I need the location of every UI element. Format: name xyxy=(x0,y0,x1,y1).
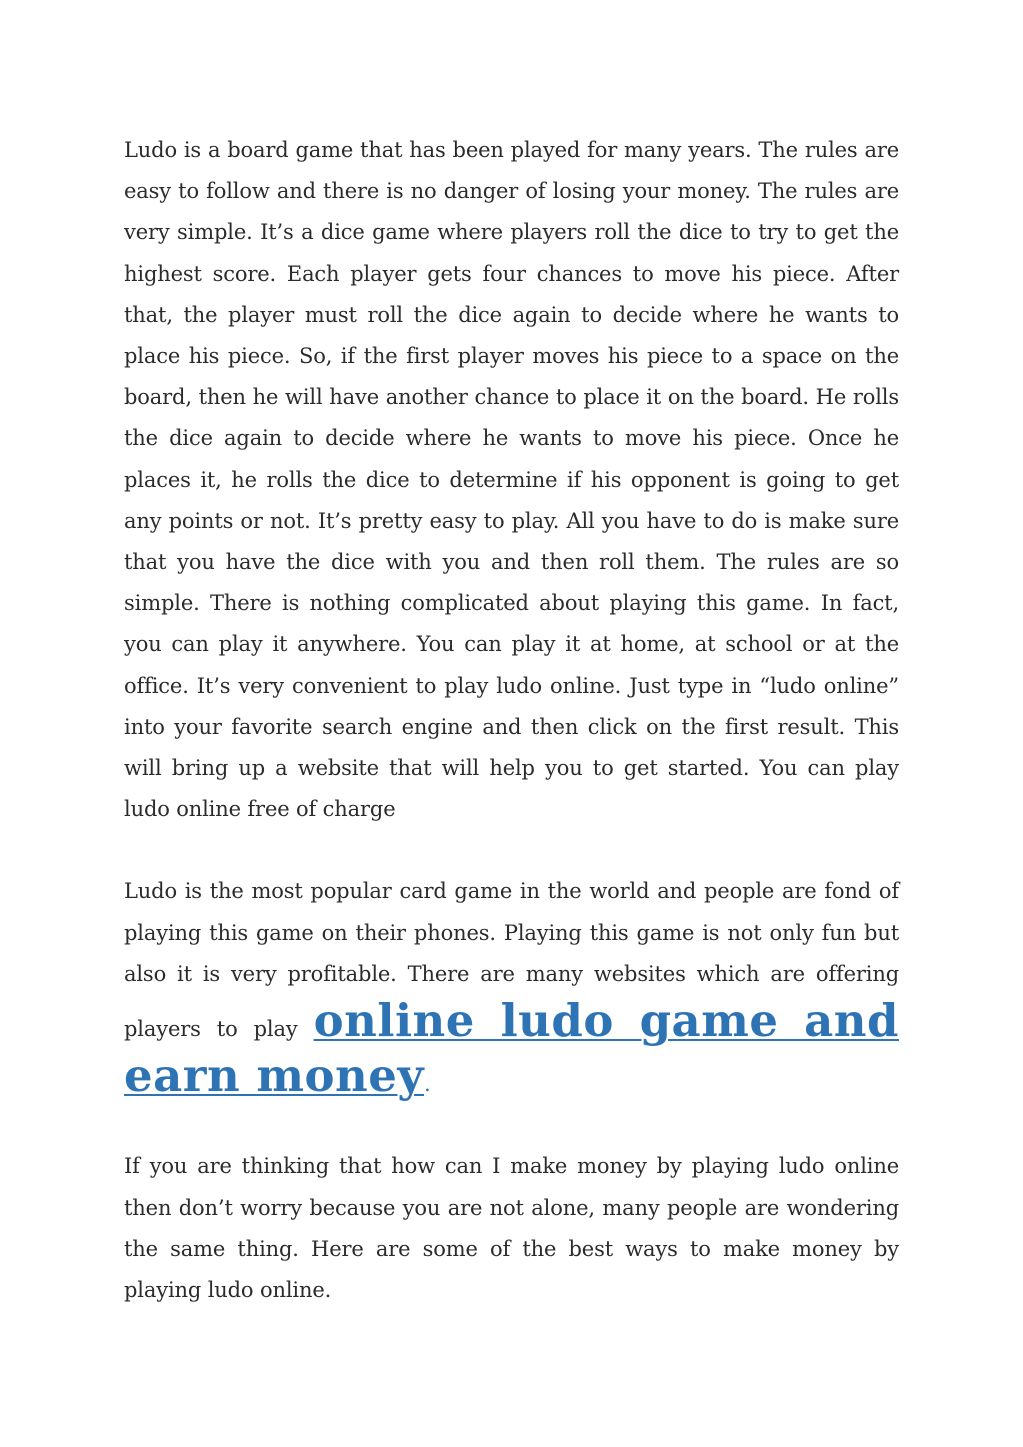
paragraph-ludo-popular-text: Ludo is the most popular card game in the world and people are fond of playing this game on their phones. Playing this game is not only fun but also it is very profitable. There are many websites which are offering players to play xyxy=(124,879,899,1042)
paragraph-ludo-popular xyxy=(124,871,899,1105)
online-ludo-earn-money-link[interactable]: online ludo game and earn money xyxy=(124,994,899,1103)
document-page xyxy=(124,130,899,1311)
paragraph-period: . xyxy=(424,1072,431,1097)
paragraph-make-money: If you are thinking that how can I make money by playing ludo online then don’t worry because you are not alone, many people are wondering the same thing. Here are some of the best ways to make money by playing ludo online. xyxy=(124,1154,899,1303)
paragraph-ludo-rules: Ludo is a board game that has been played for many years. The rules are easy to follow and there is no danger of losing your money. The rules are very simple. It’s a dice game where players roll the dice to try to get the highest score. Each player gets four chances to move his piece. After that, the player must roll the dice again to decide where he wants to place his piece. So, if the first player moves his piece to a space on the board, then he will have another chance to place it on the board. He rolls the dice again to decide where he wants to move his piece. Once he places it, he rolls the dice to determine if his opponent is going to get any points or not. It’s pretty easy to play. All you have to do is make sure that you have the dice with you and then roll them. The rules are so simple. There is nothing complicated about playing this game. In fact, you can play it anywhere. You can play it at home, at school or at the office. It’s very convenient to play ludo online. Just type in “ludo online” into your favorite search engine and then click on the first result. This will bring up a website that will help you to get started. You can play ludo online free of charge xyxy=(124,138,899,822)
